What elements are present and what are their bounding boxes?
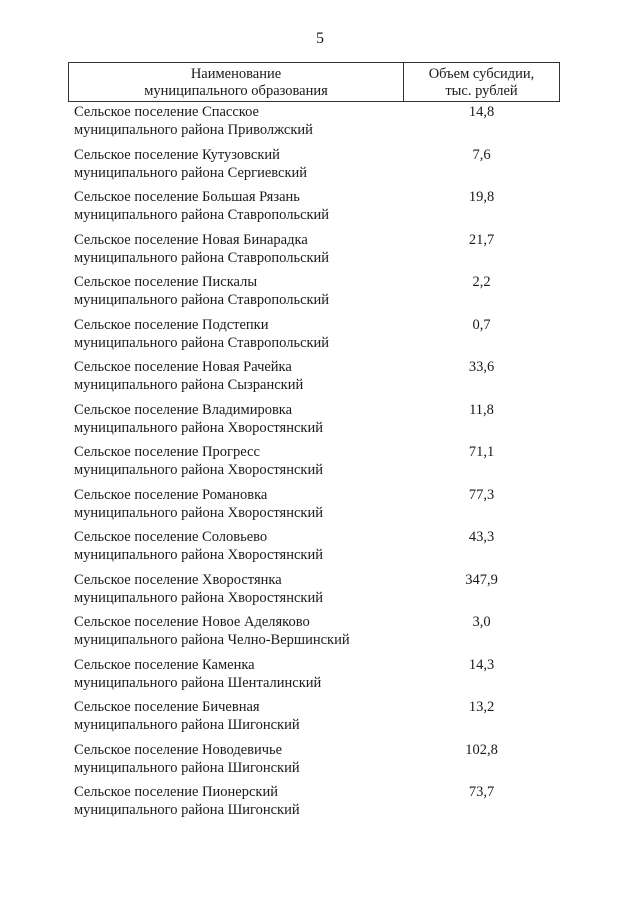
municipality-name-cell (68, 401, 403, 444)
municipality-name-cell (68, 273, 403, 316)
subsidy-value-cell: 19,8 (468, 189, 495, 205)
settlement-name: Сельское поселение Подстепки (74, 316, 269, 333)
table-row (68, 273, 560, 316)
subsidy-value-cell: 0,7 (472, 316, 491, 333)
district-name: муниципального района Ставропольский (74, 207, 330, 223)
subsidy-value-cell: 347,9 (465, 571, 498, 588)
table-row (68, 231, 560, 274)
municipality-name-cell (68, 486, 403, 529)
settlement-name: Сельское поселение Хворостянка (74, 571, 282, 588)
district-name: муниципального района Хворостянский (74, 589, 323, 606)
subsidy-value-cell: 14,3 (468, 656, 495, 673)
district-name: муниципального района Хворостянский (74, 419, 323, 436)
settlement-name: Сельское поселение Соловьево (74, 529, 268, 545)
municipality-name-cell (68, 146, 403, 189)
municipality-name-cell (68, 316, 403, 359)
table-row (68, 613, 560, 656)
table-row (68, 188, 560, 231)
page-number: 5 (316, 30, 324, 47)
district-name: муниципального района Челно-Вершинский (74, 632, 350, 648)
subsidy-value-cell: 33,6 (468, 359, 495, 375)
header-value-cell (404, 63, 559, 101)
settlement-name: Сельское поселение Романовка (74, 486, 268, 503)
municipality-name-cell (68, 528, 403, 571)
settlement-name: Сельское поселение Новодевичье (74, 741, 283, 758)
municipality-name-cell (68, 656, 403, 699)
settlement-name: Сельское поселение Пискалы (74, 274, 258, 290)
subsidy-value-cell: 11,8 (469, 401, 494, 418)
table-row (68, 486, 560, 529)
table-row (68, 146, 560, 189)
municipality-name-cell (68, 571, 403, 614)
district-name: муниципального района Шенталинский (74, 674, 322, 691)
header-name-line: муниципального образования (144, 83, 328, 99)
table-row (68, 443, 560, 486)
district-name: муниципального района Приволжский (74, 122, 313, 138)
table-row (68, 528, 560, 571)
settlement-name: Сельское поселение Кутузовский (74, 146, 280, 163)
subsidy-value-cell: 102,8 (465, 741, 498, 758)
table-row (68, 571, 560, 614)
table-row (68, 401, 560, 444)
header-value-line: Объем субсидии, (428, 66, 535, 82)
municipality-name-cell (68, 613, 403, 656)
settlement-name: Сельское поселение Новое Аделяково (74, 614, 310, 630)
settlement-name: Сельское поселение Спасское (74, 104, 259, 120)
municipality-name-cell (68, 103, 403, 146)
header-name-line: Наименование (190, 66, 282, 82)
settlement-name: Сельское поселение Новая Бинарадка (74, 231, 308, 248)
district-name: муниципального района Хворостянский (74, 547, 323, 563)
subsidy-value-cell: 7,6 (472, 146, 491, 163)
subsidy-value-cell: 43,3 (468, 529, 495, 545)
settlement-name: Сельское поселение Каменка (74, 656, 255, 673)
table-row (68, 783, 560, 826)
subsidy-table (68, 62, 560, 826)
district-name: муниципального района Ставропольский (74, 292, 330, 308)
table-row (68, 741, 560, 784)
settlement-name: Сельское поселение Большая Рязань (74, 189, 300, 205)
municipality-name-cell (68, 358, 403, 401)
table-row (68, 698, 560, 741)
district-name: муниципального района Шигонский (74, 759, 300, 776)
table-row (68, 103, 560, 146)
subsidy-value-cell: 71,1 (468, 444, 495, 460)
municipality-name-cell (68, 443, 403, 486)
settlement-name: Сельское поселение Прогресс (74, 444, 260, 460)
table-body (68, 103, 560, 826)
district-name: муниципального района Сергиевский (74, 164, 308, 181)
subsidy-value-cell: 21,7 (468, 231, 495, 248)
table-row (68, 316, 560, 359)
table-header-row (68, 62, 560, 102)
subsidy-value-cell: 3,0 (472, 614, 491, 630)
subsidy-value-cell: 77,3 (468, 486, 495, 503)
municipality-name-cell (68, 231, 403, 274)
header-value-line: тыс. рублей (445, 83, 518, 99)
district-name: муниципального района Ставропольский (74, 334, 330, 351)
table-row (68, 656, 560, 699)
subsidy-value-cell: 13,2 (468, 699, 495, 715)
municipality-name-cell (68, 741, 403, 784)
district-name: муниципального района Хворостянский (74, 504, 323, 521)
municipality-name-cell (68, 188, 403, 231)
settlement-name: Сельское поселение Пионерский (74, 784, 278, 800)
settlement-name: Сельское поселение Владимировка (74, 401, 293, 418)
subsidy-value-cell: 73,7 (468, 784, 495, 800)
subsidy-value-cell: 2,2 (472, 274, 491, 290)
subsidy-value-cell: 14,8 (468, 104, 495, 120)
district-name: муниципального района Шигонский (74, 717, 300, 733)
table-row (68, 358, 560, 401)
district-name: муниципального района Сызранский (74, 377, 304, 393)
municipality-name-cell (68, 783, 403, 826)
municipality-name-cell (68, 698, 403, 741)
district-name: муниципального района Шигонский (74, 802, 300, 818)
header-name-cell (69, 63, 404, 101)
settlement-name: Сельское поселение Новая Рачейка (74, 359, 292, 375)
settlement-name: Сельское поселение Бичевная (74, 699, 260, 715)
district-name: муниципального района Ставропольский (74, 249, 330, 266)
district-name: муниципального района Хворостянский (74, 462, 323, 478)
